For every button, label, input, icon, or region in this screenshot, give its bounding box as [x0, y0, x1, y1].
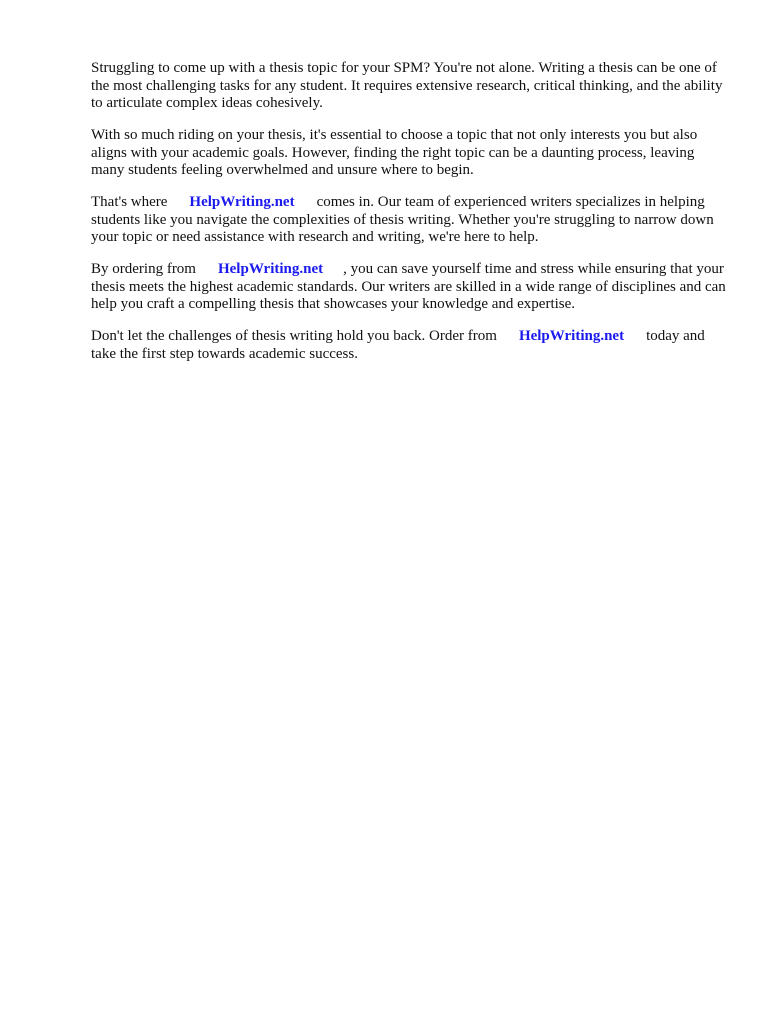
paragraph-text-after-link: , you can save yourself time and stress while ensuring that your thesis meets the highest academic standards. Our writers are skilled in a wide range of disciplines and can help you craft a compelling thesis that showcases your knowledge and expertise.: [91, 261, 726, 312]
paragraph-text-after-link: today and take the first step towards academic success.: [91, 328, 705, 362]
paragraph-intro: Struggling to come up with a thesis topic for your SPM? You're not alone. Writing a thesis can be one of the most challenging tasks for any student. It requires extensive research, critical thinking, and the ability to articulate complex ideas cohesively.: [91, 60, 723, 111]
paragraph-text-after-link: comes in. Our team of experienced writers specializes in helping students like you navigate the complexities of thesis writing. Whether you're struggling to narrow down your topic or need assistance with research and writing, we're here to help.: [91, 194, 714, 245]
helpwriting-link[interactable]: HelpWriting.net: [518, 328, 625, 344]
paragraph-service-intro: [91, 194, 731, 247]
document-body: [91, 60, 731, 378]
paragraph-ordering: [91, 261, 731, 314]
paragraph-call-to-action: [91, 328, 731, 363]
paragraph-text-before-link: That's where: [91, 194, 168, 210]
paragraph-text-before-link: Don't let the challenges of thesis writing hold you back. Order from: [91, 328, 497, 344]
helpwriting-link[interactable]: HelpWriting.net: [189, 194, 295, 210]
helpwriting-link[interactable]: HelpWriting.net: [217, 261, 324, 277]
paragraph-topic-choice: With so much riding on your thesis, it's essential to choose a topic that not only interests you but also aligns with your academic goals. However, finding the right topic can be a daunting process, leaving many students feeling overwhelmed and unsure where to begin.: [91, 127, 698, 178]
paragraph-text-before-link: By ordering from: [91, 261, 196, 277]
